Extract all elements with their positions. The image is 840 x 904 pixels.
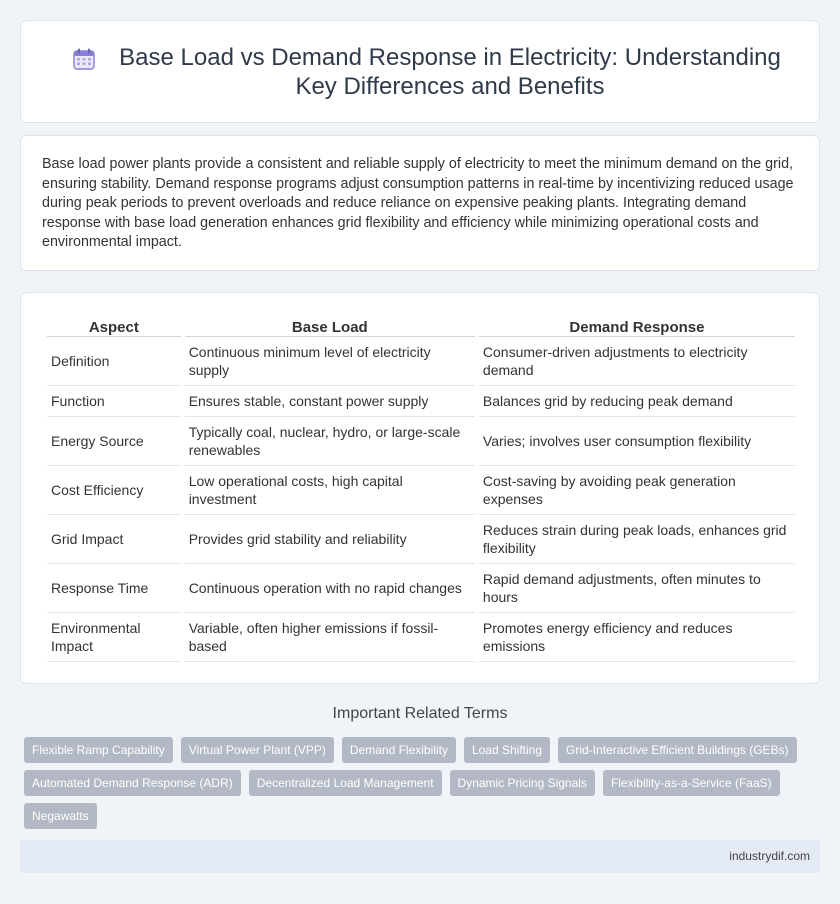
page-title: Base Load vs Demand Response in Electricity: Understanding Key Differences and Benefits xyxy=(119,44,781,100)
table-cell: Varies; involves user consumption flexibility xyxy=(479,417,795,466)
table-cell: Variable, often higher emissions if fossil-based xyxy=(185,613,475,662)
table-cell: Energy Source xyxy=(47,417,181,466)
comparison-table-card xyxy=(20,292,820,684)
table-row xyxy=(47,417,795,466)
table-cell: Reduces strain during peak loads, enhances grid flexibility xyxy=(479,515,795,564)
table-cell: Promotes energy efficiency and reduces emissions xyxy=(479,613,795,662)
related-terms-list xyxy=(24,737,804,829)
table-row xyxy=(47,613,795,662)
intro-paragraph: Base load power plants provide a consistent and reliable supply of electricity to meet the minimum demand on the grid, ensuring stability. Demand response programs adjust consumption patterns in real-time by incentivizing reduced usage during peak periods to prevent overloads and reduce reliance on expensive peaking plants. Integrating demand response with base load generation enhances grid flexibility and efficiency while minimizing operational costs and environmental impact. xyxy=(42,156,794,251)
related-term-tag[interactable]: Load Shifting xyxy=(464,737,550,763)
table-cell: Rapid demand adjustments, often minutes to hours xyxy=(479,564,795,613)
related-terms-heading: Important Related Terms xyxy=(332,705,508,722)
table-row xyxy=(47,386,795,417)
table-row xyxy=(47,515,795,564)
table-header-row xyxy=(47,315,795,337)
related-term-tag[interactable]: Negawatts xyxy=(24,803,97,829)
related-term-tag[interactable]: Flexibility-as-a-Service (FaaS) xyxy=(603,770,780,796)
footer-site-link[interactable]: industrydif.com xyxy=(729,849,810,863)
table-cell: Continuous operation with no rapid changes xyxy=(185,564,475,613)
header-demand-response: Demand Response xyxy=(479,315,795,337)
related-term-tag[interactable]: Flexible Ramp Capability xyxy=(24,737,173,763)
calendar-icon xyxy=(73,48,95,70)
table-cell: Cost-saving by avoiding peak generation expenses xyxy=(479,466,795,515)
header-aspect: Aspect xyxy=(47,315,181,337)
related-term-tag[interactable]: Virtual Power Plant (VPP) xyxy=(181,737,334,763)
table-cell: Grid Impact xyxy=(47,515,181,564)
table-cell: Definition xyxy=(47,337,181,386)
footer xyxy=(20,840,820,873)
title-card xyxy=(20,20,820,123)
table-cell: Environmental Impact xyxy=(47,613,181,662)
related-term-tag[interactable]: Grid-Interactive Efficient Buildings (GEBs) xyxy=(558,737,797,763)
table-cell: Balances grid by reducing peak demand xyxy=(479,386,795,417)
table-cell: Cost Efficiency xyxy=(47,466,181,515)
related-term-tag[interactable]: Dynamic Pricing Signals xyxy=(450,770,595,796)
table-cell: Ensures stable, constant power supply xyxy=(185,386,475,417)
related-term-tag[interactable]: Demand Flexibility xyxy=(342,737,456,763)
table-cell: Response Time xyxy=(47,564,181,613)
related-term-tag[interactable]: Automated Demand Response (ADR) xyxy=(24,770,241,796)
table-row xyxy=(47,564,795,613)
comparison-table xyxy=(43,315,799,662)
table-cell: Consumer-driven adjustments to electricity demand xyxy=(479,337,795,386)
table-cell: Provides grid stability and reliability xyxy=(185,515,475,564)
header-base-load: Base Load xyxy=(185,315,475,337)
table-cell: Low operational costs, high capital investment xyxy=(185,466,475,515)
table-row xyxy=(47,337,795,386)
table-row xyxy=(47,466,795,515)
intro-card xyxy=(20,135,820,271)
table-cell: Typically coal, nuclear, hydro, or large-scale renewables xyxy=(185,417,475,466)
related-term-tag[interactable]: Decentralized Load Management xyxy=(249,770,442,796)
table-cell: Continuous minimum level of electricity supply xyxy=(185,337,475,386)
table-cell: Function xyxy=(47,386,181,417)
